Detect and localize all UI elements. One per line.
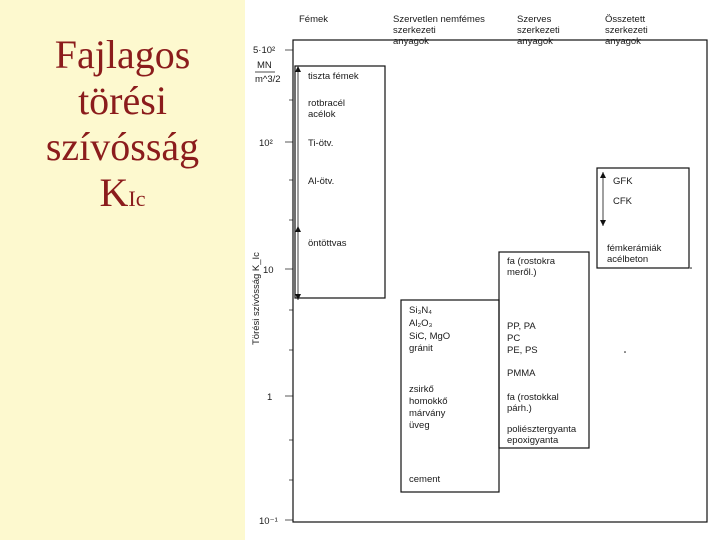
ceramics-group <box>401 300 499 492</box>
polymer-epoxy: epoxigyanta <box>507 435 559 446</box>
polymer-pp-pa: PP, PA <box>507 321 536 332</box>
metals-steel: rotbracél acélok <box>308 98 345 120</box>
metals-al: Al-ötv. <box>308 176 335 187</box>
y-axis-label: Törési szívósság K_Ic <box>251 252 262 345</box>
toughness-diagram <box>245 0 720 540</box>
tick-1e-1: 10⁻¹ <box>259 516 278 527</box>
ceramic-sic: SiC, MgO <box>409 331 451 342</box>
ceramic-granite: gránit <box>409 343 433 354</box>
ceramic-glass: üveg <box>409 420 430 431</box>
composite-gfk: GFK <box>613 176 633 187</box>
y-axis <box>251 45 293 527</box>
title-panel <box>0 0 245 540</box>
ceramic-talc: zsirkő <box>409 384 434 395</box>
header-metals: Fémek <box>299 14 329 25</box>
polymers-group <box>499 252 589 448</box>
speck <box>690 267 692 269</box>
polymer-wood-perp: fa (rostokra meről.) <box>507 256 556 278</box>
diagram-frame <box>293 40 707 522</box>
polymer-pe-ps: PE, PS <box>507 345 538 356</box>
title-symbol: KIc <box>99 170 146 215</box>
tick-1: 1 <box>267 392 273 403</box>
tick-1e2: 10² <box>259 138 273 149</box>
header-inorganic: Szervetlen nemfémes szerkezeti anyagok <box>393 14 485 47</box>
ceramic-cement: cement <box>409 474 441 485</box>
title-subscript: Ic <box>128 186 146 211</box>
ceramic-al2o3: Al₂O₃ <box>409 318 433 329</box>
polymer-wood-par: fa (rostokkal párh.) <box>507 392 559 414</box>
y-unit-numerator: MN <box>257 60 272 71</box>
composites-group <box>597 168 689 268</box>
speck <box>624 351 626 353</box>
metals-pure: tiszta fémek <box>308 71 359 82</box>
metals-castiron: öntöttvas <box>308 238 347 249</box>
header-composite: Összetett szerkezeti anyagok <box>605 14 648 47</box>
header-organic: Szerves szerkezeti anyagok <box>517 14 560 47</box>
title-main: Fajlagos törési szívósság <box>45 32 200 169</box>
polymer-pc: PC <box>507 333 521 344</box>
composite-cermets: fémkerámiák acélbeton <box>607 243 662 265</box>
y-unit-denominator: m^3/2 <box>255 74 281 85</box>
tick-10: 10 <box>263 265 274 276</box>
tick-5e2: 5·10² <box>253 45 276 56</box>
ceramic-sandstone: homokkő <box>409 396 448 407</box>
ceramic-si3n4: Si₃N₄ <box>409 305 433 316</box>
metals-group <box>295 66 385 300</box>
ceramic-marble: márvány <box>409 408 446 419</box>
metals-ti: Ti-ötv. <box>308 138 334 149</box>
polymer-polyester: poliésztergyanta <box>507 424 577 435</box>
composite-cfk: CFK <box>613 196 632 207</box>
polymer-pmma: PMMA <box>507 368 536 379</box>
slide-title <box>0 32 245 222</box>
